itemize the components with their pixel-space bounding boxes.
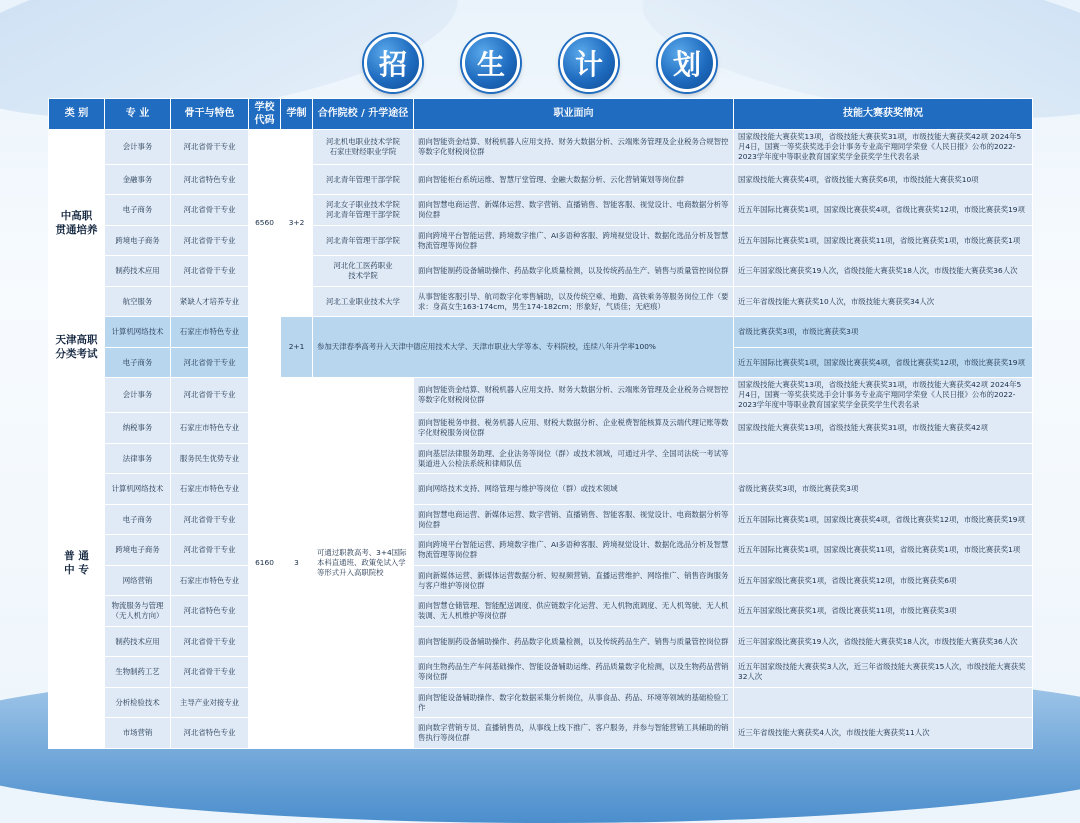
- table-row: [49, 195, 1033, 226]
- table-row: [49, 535, 1033, 566]
- backbone-cell: 石家庄市特色专业: [171, 413, 249, 444]
- career-cell: 面向智能设备辅助操作、数字化数据采集分析岗位，从事食品、药品、环境等领域的基础检验工作: [414, 687, 734, 718]
- header-school-code: 学校代码: [249, 99, 281, 130]
- backbone-cell: 河北省骨干专业: [171, 225, 249, 256]
- enrollment-plan-table: [48, 98, 1033, 749]
- major-cell: 生物制药工艺: [105, 657, 171, 688]
- backbone-cell: 服务民生优势专业: [171, 443, 249, 474]
- major-cell: 航空服务: [105, 286, 171, 317]
- duration-cell: 2+1: [281, 317, 313, 378]
- backbone-cell: 河北省特色专业: [171, 718, 249, 749]
- major-cell: 制药技术应用: [105, 256, 171, 287]
- backbone-cell: 河北省骨干专业: [171, 657, 249, 688]
- awards-cell: 近五年国家级比赛获奖1项，省级比赛获奖12项，市级比赛获奖6项: [734, 565, 1033, 596]
- major-cell: 市场营销: [105, 718, 171, 749]
- career-cell: 面向智能税务申报、税务机器人应用、财税大数据分析、企业税费智能核算及云端代理记账等数字化财税服务岗位群: [414, 413, 734, 444]
- career-cell: 从事智能客服引导、航司数字化零售辅助，以及传统空乘、地勤、高铁乘务等服务岗位工作（要求：身高女生163-174cm，男生174-182cm；形象好，气质佳；无疤痕）: [414, 286, 734, 317]
- awards-cell: 近五年国家级比赛获奖1项，省级比赛获奖11项，市级比赛获奖3项: [734, 596, 1033, 627]
- career-cell: 面向智能制药设备辅助操作、药品数字化质量检测，以及传统药品生产、销售与质量管控岗位群: [414, 256, 734, 287]
- backbone-cell: 主导产业对接专业: [171, 687, 249, 718]
- table-row: [49, 225, 1033, 256]
- major-cell: 计算机网络技术: [105, 474, 171, 505]
- header-partner: 合作院校 / 升学途径: [313, 99, 414, 130]
- header-major: 专 业: [105, 99, 171, 130]
- title-char: 生: [462, 34, 520, 92]
- awards-cell: 近五年国际比赛获奖1项，国家级比赛获奖4项，省级比赛获奖12项，市级比赛获奖19项: [734, 504, 1033, 535]
- table-row: [49, 718, 1033, 749]
- table-row: [49, 378, 1033, 413]
- backbone-cell: 河北省骨干专业: [171, 504, 249, 535]
- backbone-cell: 河北省骨干专业: [171, 347, 249, 378]
- major-cell: 金融事务: [105, 164, 171, 195]
- backbone-cell: 河北省特色专业: [171, 596, 249, 627]
- partner-cell: 参加天津春季高考升入天津中德应用技术大学、天津市职业大学等本、专科院校，连续八年升学率100%: [313, 317, 734, 378]
- backbone-cell: 紧缺人才培养专业: [171, 286, 249, 317]
- page-title: [0, 34, 1080, 92]
- career-cell: 面向基层法律服务助理、企业法务等岗位（群）或技术领域，可通过升学、全国司法统一考试等渠道进入公检法系统和律师队伍: [414, 443, 734, 474]
- school-code-cell: [249, 317, 281, 378]
- career-cell: 面向生物药品生产车间基础操作、智能设备辅助运维、药品质量数字化检测，以及生物药品营销等岗位群: [414, 657, 734, 688]
- table-row: [49, 443, 1033, 474]
- backbone-cell: 石家庄市特色专业: [171, 565, 249, 596]
- awards-cell: 近五年国际比赛获奖1项，国家级比赛获奖4项，省级比赛获奖12项，市级比赛获奖19项: [734, 347, 1033, 378]
- backbone-cell: 河北省骨干专业: [171, 256, 249, 287]
- title-char: 划: [658, 34, 716, 92]
- backbone-cell: 石家庄市特色专业: [171, 317, 249, 348]
- awards-cell: 近三年省级技能大赛获奖4人次，市级技能大赛获奖11人次: [734, 718, 1033, 749]
- career-cell: 面向智能制药设备辅助操作、药品数字化质量检测，以及传统药品生产、销售与质量管控岗位群: [414, 626, 734, 657]
- backbone-cell: 河北省特色专业: [171, 164, 249, 195]
- awards-cell: 省级比赛获奖3项，市级比赛获奖3项: [734, 317, 1033, 348]
- table-row: [49, 413, 1033, 444]
- table-row: [49, 130, 1033, 165]
- table-row: [49, 687, 1033, 718]
- career-cell: 面向跨境平台智能运营、跨境数字推广、AI多语种客服、跨境视觉设计、数据化选品分析及智慧物流管理等岗位群: [414, 535, 734, 566]
- header-backbone: 骨干与特色: [171, 99, 249, 130]
- career-cell: 面向智慧电商运营、新媒体运营、数字营销、直播销售、智能客服、视觉设计、电商数据分析等岗位群: [414, 195, 734, 226]
- major-cell: 会计事务: [105, 378, 171, 413]
- major-cell: 电子商务: [105, 504, 171, 535]
- duration-cell: 3+2: [281, 130, 313, 317]
- table-row: [49, 504, 1033, 535]
- backbone-cell: 河北省骨干专业: [171, 195, 249, 226]
- category-cell: 中高职 贯通培养: [49, 130, 105, 317]
- backbone-cell: 河北省骨干专业: [171, 130, 249, 165]
- awards-cell: 近五年国际比赛获奖1项，国家级比赛获奖4项，省级比赛获奖12项，市级比赛获奖19项: [734, 195, 1033, 226]
- career-cell: 面向智慧电商运营、新媒体运营、数字营销、直播销售、智能客服、视觉设计、电商数据分析等岗位群: [414, 504, 734, 535]
- major-cell: 电子商务: [105, 195, 171, 226]
- partner-cell: 河北工业职业技术大学: [313, 286, 414, 317]
- partner-cell: 河北化工医药职业 技术学院: [313, 256, 414, 287]
- table-row: [49, 164, 1033, 195]
- backbone-cell: 石家庄市特色专业: [171, 474, 249, 505]
- partner-cell: 可通过职教高考、3+4国际本科直通班、政策免试入学等形式升入高职院校: [313, 378, 414, 748]
- awards-cell: 近五年国家级技能大赛获奖3人次，近三年省级技能大赛获奖15人次，市级技能大赛获奖32人次: [734, 657, 1033, 688]
- awards-cell: [734, 443, 1033, 474]
- school-code-cell: 6160: [249, 378, 281, 748]
- major-cell: 物流服务与管理 （无人机方向）: [105, 596, 171, 627]
- table-row: [49, 565, 1033, 596]
- career-cell: 面向智能资金结算、财税机器人应用支持、财务大数据分析、云端账务管理及企业税务合规智控等数字化财税岗位群: [414, 378, 734, 413]
- table-header-row: [49, 99, 1033, 130]
- partner-cell: 河北女子职业技术学院 河北青年管理干部学院: [313, 195, 414, 226]
- backbone-cell: 河北省骨干专业: [171, 626, 249, 657]
- table-row: [49, 474, 1033, 505]
- major-cell: 制药技术应用: [105, 626, 171, 657]
- backbone-cell: 河北省骨干专业: [171, 535, 249, 566]
- school-code-cell: 6560: [249, 130, 281, 317]
- table-row: [49, 596, 1033, 627]
- awards-cell: 国家级技能大赛获奖13项，省级技能大赛获奖31项，市级技能大赛获奖42项 2024年5月4日，国赛一等奖获奖选手会计事务专业高宇翔同学荣登《人民日报》公布的2022-2023学年度中等职业教育国家奖学金获奖学生代表名录: [734, 378, 1033, 413]
- career-cell: 面向跨境平台智能运营、跨境数字推广、AI多语种客服、跨境视觉设计、数据化选品分析及智慧物流管理等岗位群: [414, 225, 734, 256]
- partner-cell: 河北青年管理干部学院: [313, 225, 414, 256]
- major-cell: 网络营销: [105, 565, 171, 596]
- title-char: 计: [560, 34, 618, 92]
- header-awards: 技能大赛获奖情况: [734, 99, 1033, 130]
- awards-cell: 国家级技能大赛获奖13项，省级技能大赛获奖31项，市级技能大赛获奖42项 2024年5月4日，国赛一等奖获奖选手会计事务专业高宇翔同学荣登《人民日报》公布的2022-2023学年度中等职业教育国家奖学金获奖学生代表名录: [734, 130, 1033, 165]
- career-cell: 面向智能资金结算、财税机器人应用支持、财务大数据分析、云端账务管理及企业税务合规智控等数字化财税岗位群: [414, 130, 734, 165]
- awards-cell: 近五年国际比赛获奖1项，国家级比赛获奖11项，省级比赛获奖1项，市级比赛获奖1项: [734, 535, 1033, 566]
- awards-cell: 近五年国际比赛获奖1项，国家级比赛获奖11项，省级比赛获奖1项，市级比赛获奖1项: [734, 225, 1033, 256]
- header-duration: 学制: [281, 99, 313, 130]
- major-cell: 电子商务: [105, 347, 171, 378]
- major-cell: 分析检验技术: [105, 687, 171, 718]
- partner-cell: 河北青年管理干部学院: [313, 164, 414, 195]
- career-cell: 面向网络技术支持、网络管理与维护等岗位（群）或技术领域: [414, 474, 734, 505]
- title-char: 招: [364, 34, 422, 92]
- backbone-cell: 河北省骨干专业: [171, 378, 249, 413]
- career-cell: 面向数字营销专员、直播销售员，从事线上线下推广、客户服务，并参与智能营销工具辅助的销售执行等岗位群: [414, 718, 734, 749]
- awards-cell: 国家级技能大赛获奖13项，省级技能大赛获奖31项，市级技能大赛获奖42项: [734, 413, 1033, 444]
- career-cell: 面向智慧仓储管理、智能配送调度、供应链数字化运营、无人机物流调度、无人机驾驶、无人机装调、无人机维护等岗位群: [414, 596, 734, 627]
- table-row: [49, 256, 1033, 287]
- major-cell: 跨境电子商务: [105, 535, 171, 566]
- major-cell: 会计事务: [105, 130, 171, 165]
- awards-cell: 国家级技能大赛获奖4项，省级技能大赛获奖6项，市级技能大赛获奖10项: [734, 164, 1033, 195]
- career-cell: 面向新媒体运营、新媒体运营数据分析、短视频营销、直播运营维护、网络推广、销售咨询服务与客户维护等岗位群: [414, 565, 734, 596]
- duration-cell: 3: [281, 378, 313, 748]
- table-row: [49, 317, 1033, 348]
- major-cell: 计算机网络技术: [105, 317, 171, 348]
- header-category: 类 别: [49, 99, 105, 130]
- partner-cell: 河北机电职业技术学院 石家庄财经职业学院: [313, 130, 414, 165]
- major-cell: 法律事务: [105, 443, 171, 474]
- header-career: 职业面向: [414, 99, 734, 130]
- major-cell: 纳税事务: [105, 413, 171, 444]
- major-cell: 跨境电子商务: [105, 225, 171, 256]
- table-row: [49, 286, 1033, 317]
- awards-cell: 近三年省级技能大赛获奖10人次，市级技能大赛获奖34人次: [734, 286, 1033, 317]
- category-cell: 天津高职 分类考试: [49, 317, 105, 378]
- table-row: [49, 626, 1033, 657]
- awards-cell: 近三年国家级比赛获奖19人次，省级技能大赛获奖18人次，市级技能大赛获奖36人次: [734, 626, 1033, 657]
- table-row: [49, 657, 1033, 688]
- awards-cell: [734, 687, 1033, 718]
- career-cell: 面向智能柜台系统运维、智慧厅堂管理、金融大数据分析、云化营销策划等岗位群: [414, 164, 734, 195]
- awards-cell: 省级比赛获奖3项，市级比赛获奖3项: [734, 474, 1033, 505]
- category-cell: 普 通 中 专: [49, 378, 105, 748]
- awards-cell: 近三年国家级比赛获奖19人次，省级技能大赛获奖18人次，市级技能大赛获奖36人次: [734, 256, 1033, 287]
